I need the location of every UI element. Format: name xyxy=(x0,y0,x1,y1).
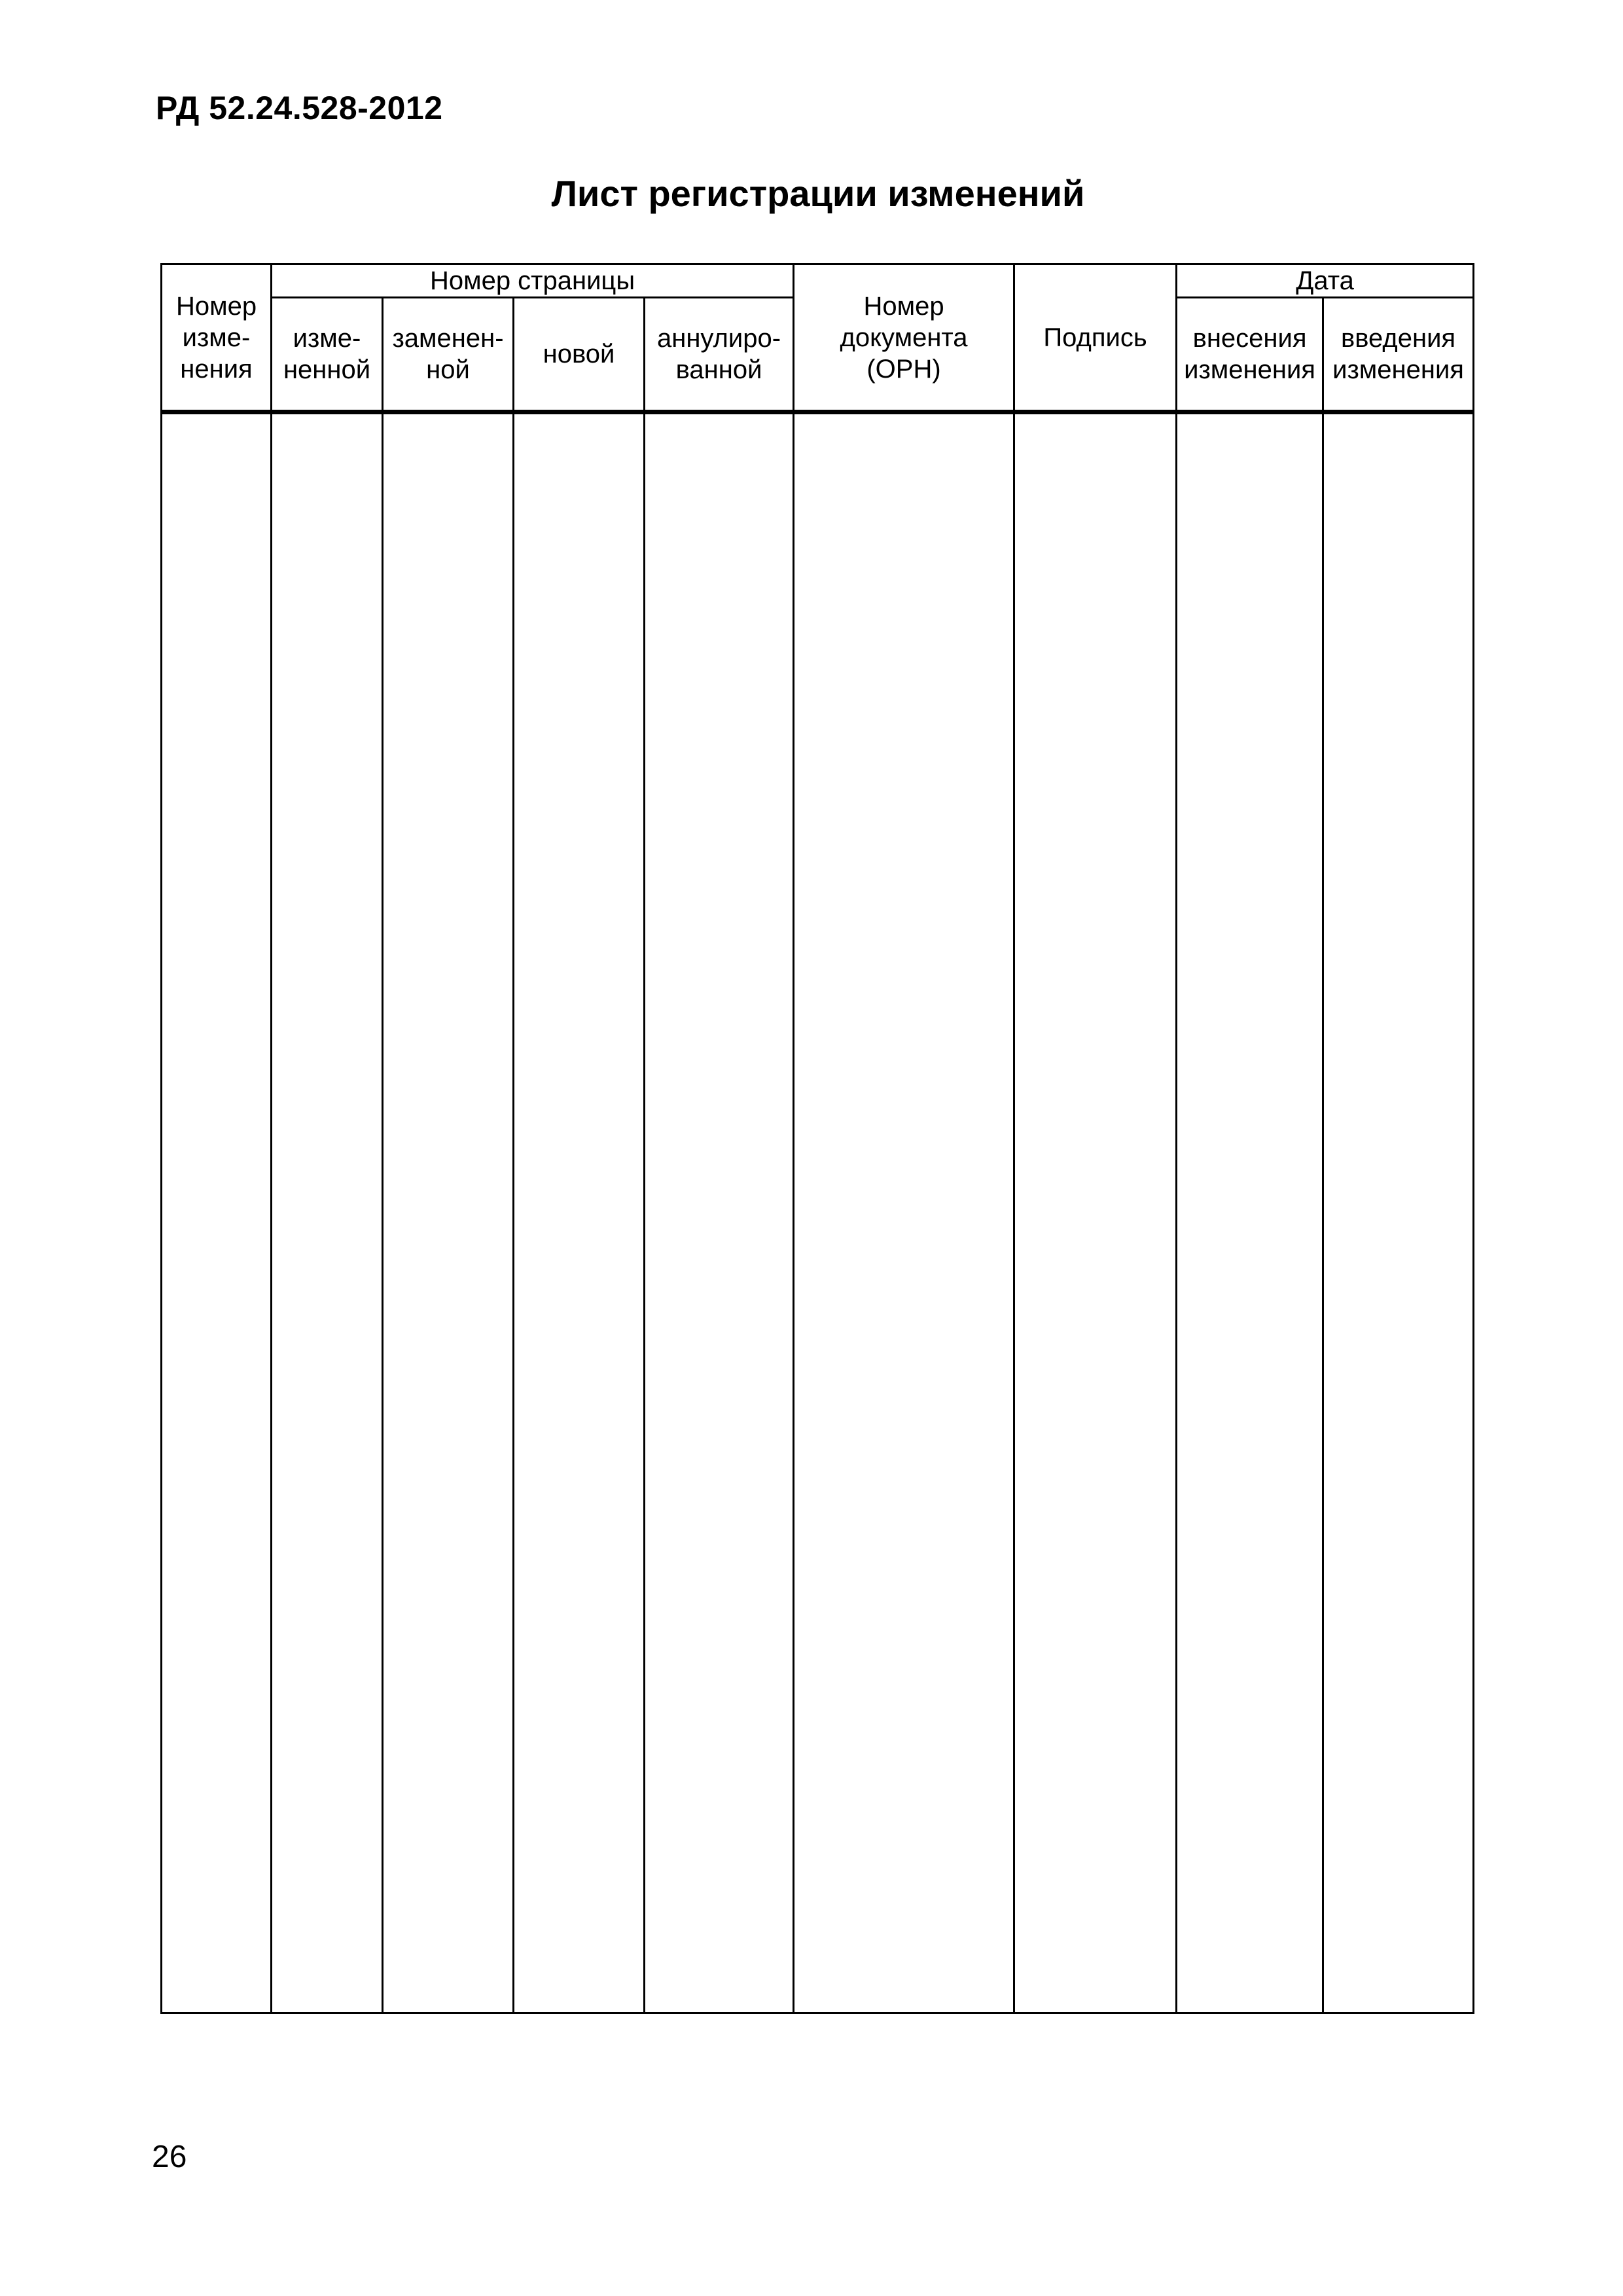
table-row xyxy=(162,412,1474,2013)
header-cancelled-page: аннулиро- ванной xyxy=(645,298,794,412)
header-replaced-page: заменен- ной xyxy=(383,298,514,412)
header-changed-page: изме- ненной xyxy=(272,298,383,412)
table-cell-cancelled xyxy=(645,412,794,2013)
table-cell-date-entry xyxy=(1177,412,1323,2013)
page-number: 26 xyxy=(152,2140,187,2174)
table-cell-document-number xyxy=(794,412,1014,2013)
change-registration-table xyxy=(160,263,1474,2014)
table-cell-signature xyxy=(1014,412,1177,2013)
table-cell-date-introduction xyxy=(1323,412,1474,2013)
header-new-page: новой xyxy=(514,298,645,412)
header-date-introduction: введения изменения xyxy=(1323,298,1474,412)
table-cell-replaced xyxy=(383,412,514,2013)
header-signature: Подпись xyxy=(1014,264,1177,412)
table-cell-new xyxy=(514,412,645,2013)
table-cell-changed xyxy=(272,412,383,2013)
header-date-entry: внесения изменения xyxy=(1177,298,1323,412)
table-cell-change-number xyxy=(162,412,272,2013)
header-change-number: Номер изме- нения xyxy=(162,264,272,412)
header-page-number-group: Номер страницы xyxy=(272,264,794,298)
header-document-number: Номер документа (ОРН) xyxy=(794,264,1014,412)
document-code: РД 52.24.528-2012 xyxy=(156,90,443,126)
header-row-top xyxy=(162,264,1474,298)
header-date-group: Дата xyxy=(1177,264,1474,298)
page-title: Лист регистрации изменений xyxy=(551,173,1085,214)
